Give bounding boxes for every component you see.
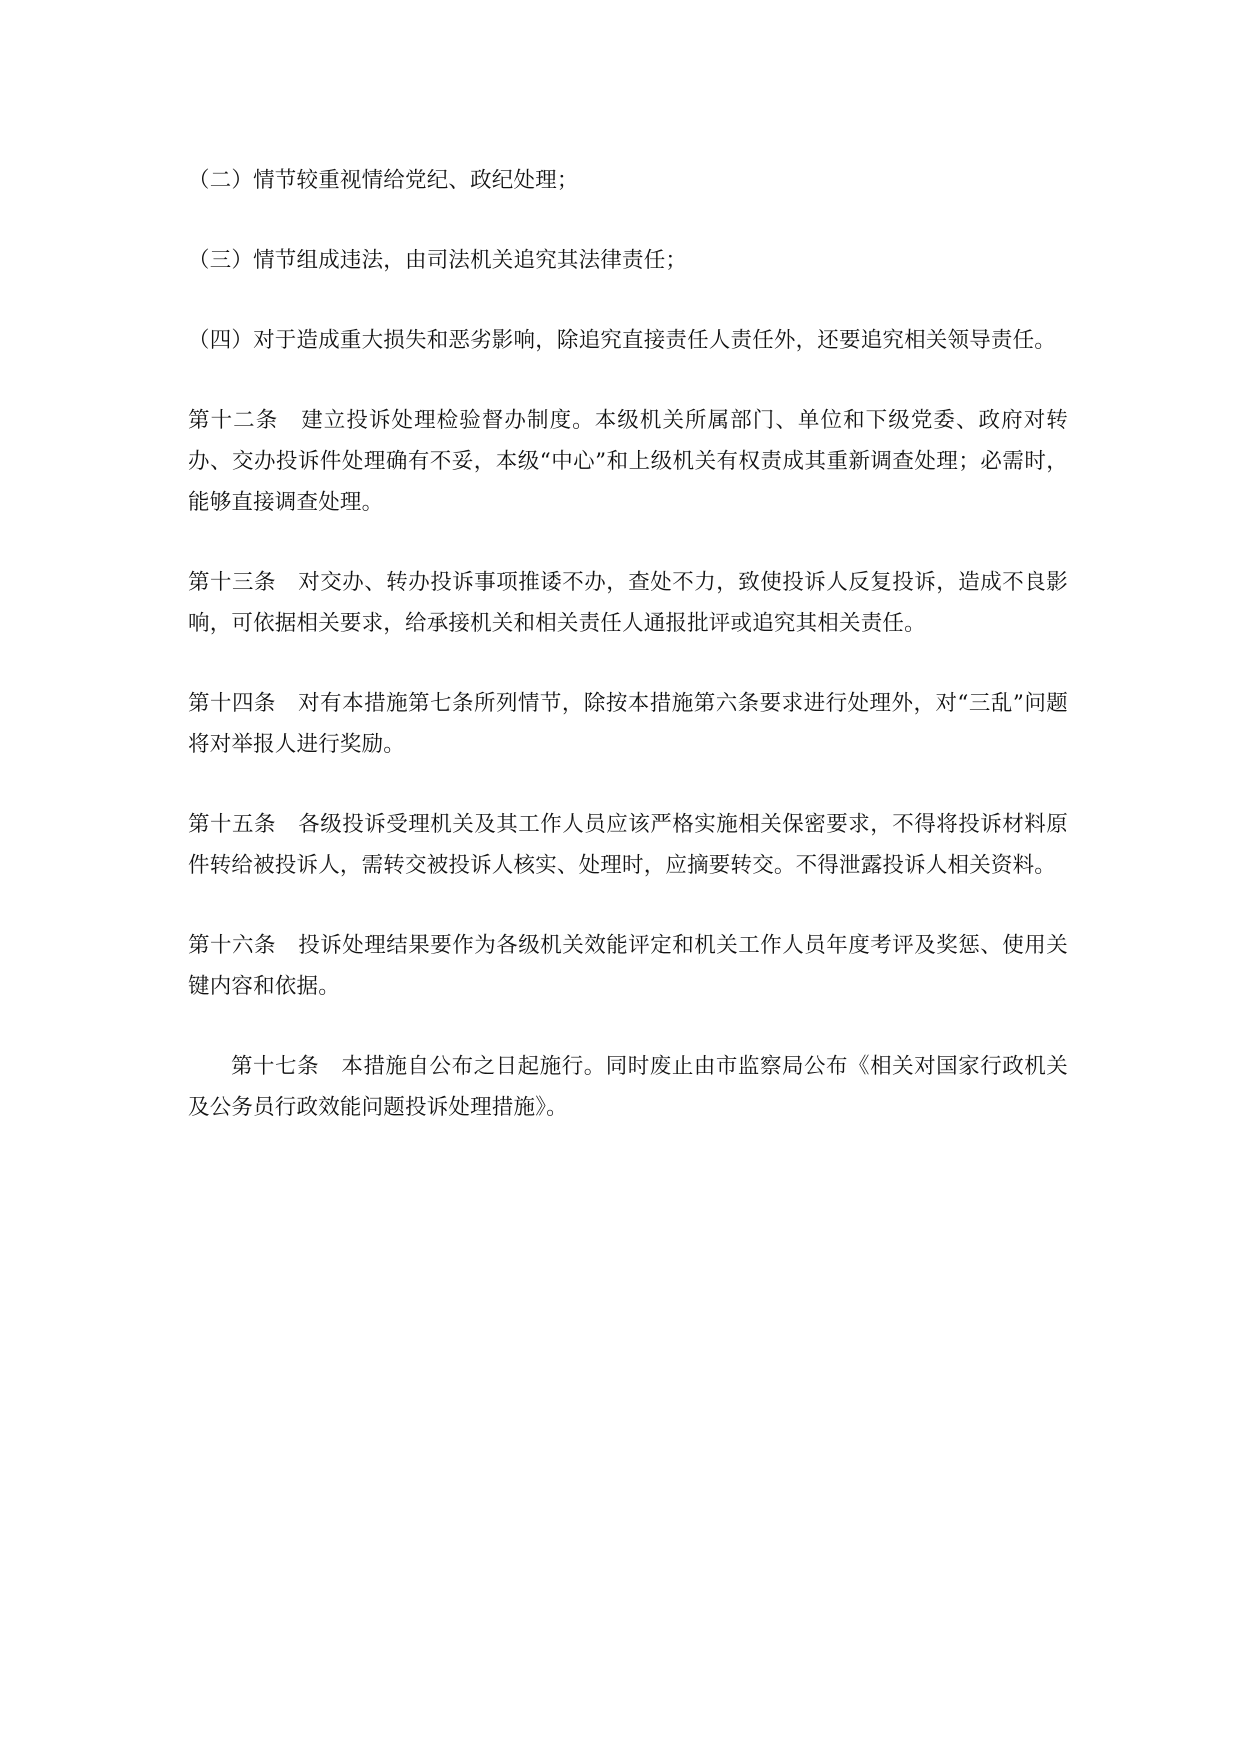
article-16 [188,925,1068,1007]
article-number: 第十六条 [188,933,276,958]
clause-item-4 [188,320,1068,361]
article-text: 对有本措施第七条所列情节，除按本措施第六条要求进行处理外，对“三乱”问题将对举报人进行奖励。 [188,691,1068,757]
article-number: 第十三条 [188,570,276,595]
article-number: 第十七条 [231,1054,320,1079]
article-text: 对交办、转办投诉事项推诿不办，查处不力，致使投诉人反复投诉，造成不良影响，可依据相关要求，给承接机关和相关责任人通报批评或追究其相关责任。 [188,570,1068,636]
clause-item-2 [188,160,1068,201]
article-text: 各级投诉受理机关及其工作人员应该严格实施相关保密要求，不得将投诉材料原件转给被投诉人，需转交被投诉人核实、处理时，应摘要转交。不得泄露投诉人相关资料。 [188,812,1068,878]
clause-item-3 [188,240,1068,281]
article-number: 第十四条 [188,691,276,716]
document-body [188,160,1068,1167]
article-14 [188,683,1068,765]
article-15 [188,804,1068,886]
clause-text: （二）情节较重视情给党纪、政纪处理； [188,168,579,193]
article-number: 第十五条 [188,812,276,837]
article-text: 本措施自公布之日起施行。同时废止由市监察局公布《相关对国家行政机关及公务员行政效能问题投诉处理措施》。 [188,1054,1068,1120]
article-12 [188,400,1068,523]
article-text: 投诉处理结果要作为各级机关效能评定和机关工作人员年度考评及奖惩、使用关键内容和依据。 [188,933,1068,999]
article-number: 第十二条 [188,408,279,433]
article-17 [188,1046,1068,1128]
article-text: 建立投诉处理检验督办制度。本级机关所属部门、单位和下级党委、政府对转办、交办投诉件处理确有不妥，本级“中心”和上级机关有权责成其重新调查处理；必需时，能够直接调查处理。 [188,408,1068,515]
clause-text: （三）情节组成违法，由司法机关追究其法律责任； [188,248,688,273]
article-13 [188,562,1068,644]
clause-text: （四）对于造成重大损失和恶劣影响，除追究直接责任人责任外，还要追究相关领导责任。 [188,328,1057,353]
